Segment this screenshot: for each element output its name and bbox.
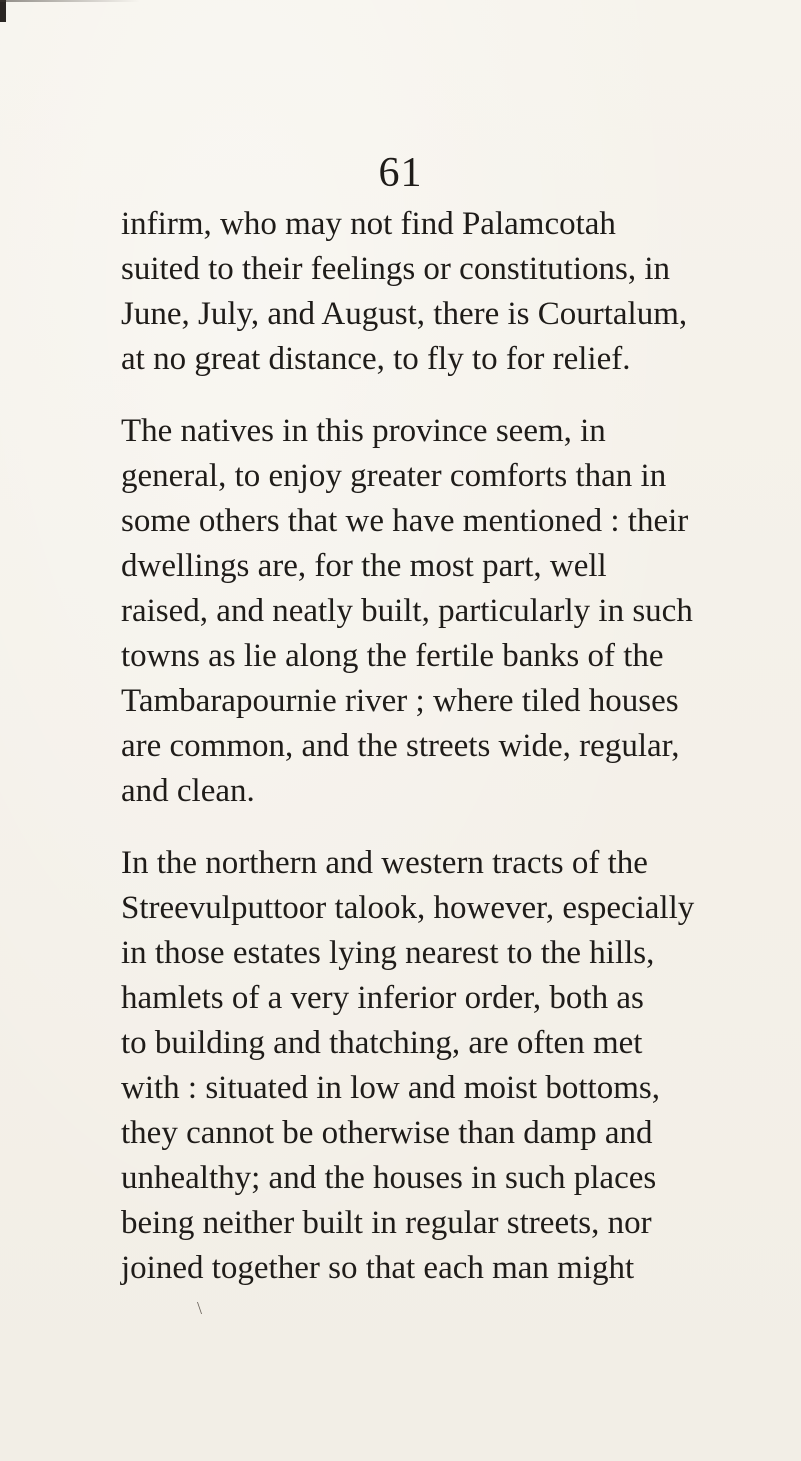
paragraph-1-line-4: at no great distance, to fly to for relief. xyxy=(121,341,631,377)
page-edge-mark xyxy=(0,0,6,22)
paragraph-1-line-3: June, July, and August, there is Courtalum, xyxy=(121,296,688,332)
paragraph-3-line-4: hamlets of a very inferior order, both as xyxy=(121,980,644,1016)
paragraph-3-line-7: they cannot be otherwise than damp and xyxy=(121,1115,653,1151)
paragraph-2-line-6: towns as lie along the fertile banks of the xyxy=(121,638,664,674)
paragraph-3-line-3: in those estates lying nearest to the hills, xyxy=(121,935,655,971)
paragraph-2-line-1: The natives in this province seem, in xyxy=(121,413,606,449)
paragraph-3-line-8: unhealthy; and the houses in such places xyxy=(121,1160,657,1196)
paragraph-2-line-3: some others that we have mentioned : their xyxy=(121,503,689,539)
paragraph-3-line-1: In the northern and western tracts of the xyxy=(121,845,648,881)
paragraph-3-line-10: joined together so that each man might xyxy=(121,1250,635,1286)
paragraph-2-line-9: and clean. xyxy=(121,773,255,809)
paragraph-3-line-2: Streevulputtoor talook, however, especially xyxy=(121,890,695,926)
paragraph-2-line-5: raised, and neatly built, particularly in such xyxy=(121,593,693,629)
paragraph-3-line-9: being neither built in regular streets, nor xyxy=(121,1205,652,1241)
paragraph-2-line-8: are common, and the streets wide, regular, xyxy=(121,728,680,764)
paragraph-1-line-2: suited to their feelings or constitutions, in xyxy=(121,251,671,287)
paragraph-1-line-1: infirm, who may not find Palamcotah xyxy=(121,206,616,242)
page-top-rule xyxy=(0,0,140,2)
stray-ink-mark: \ xyxy=(197,1298,203,1318)
paragraph-3-line-6: with : situated in low and moist bottoms, xyxy=(121,1070,660,1106)
page-number: 61 xyxy=(378,150,423,196)
paragraph-2-line-4: dwellings are, for the most part, well xyxy=(121,548,607,584)
paragraph-2-line-7: Tambarapournie river ; where tiled houses xyxy=(121,683,679,719)
paragraph-2-line-2: general, to enjoy greater comforts than in xyxy=(121,458,667,494)
paragraph-3-line-5: to building and thatching, are often met xyxy=(121,1025,643,1061)
